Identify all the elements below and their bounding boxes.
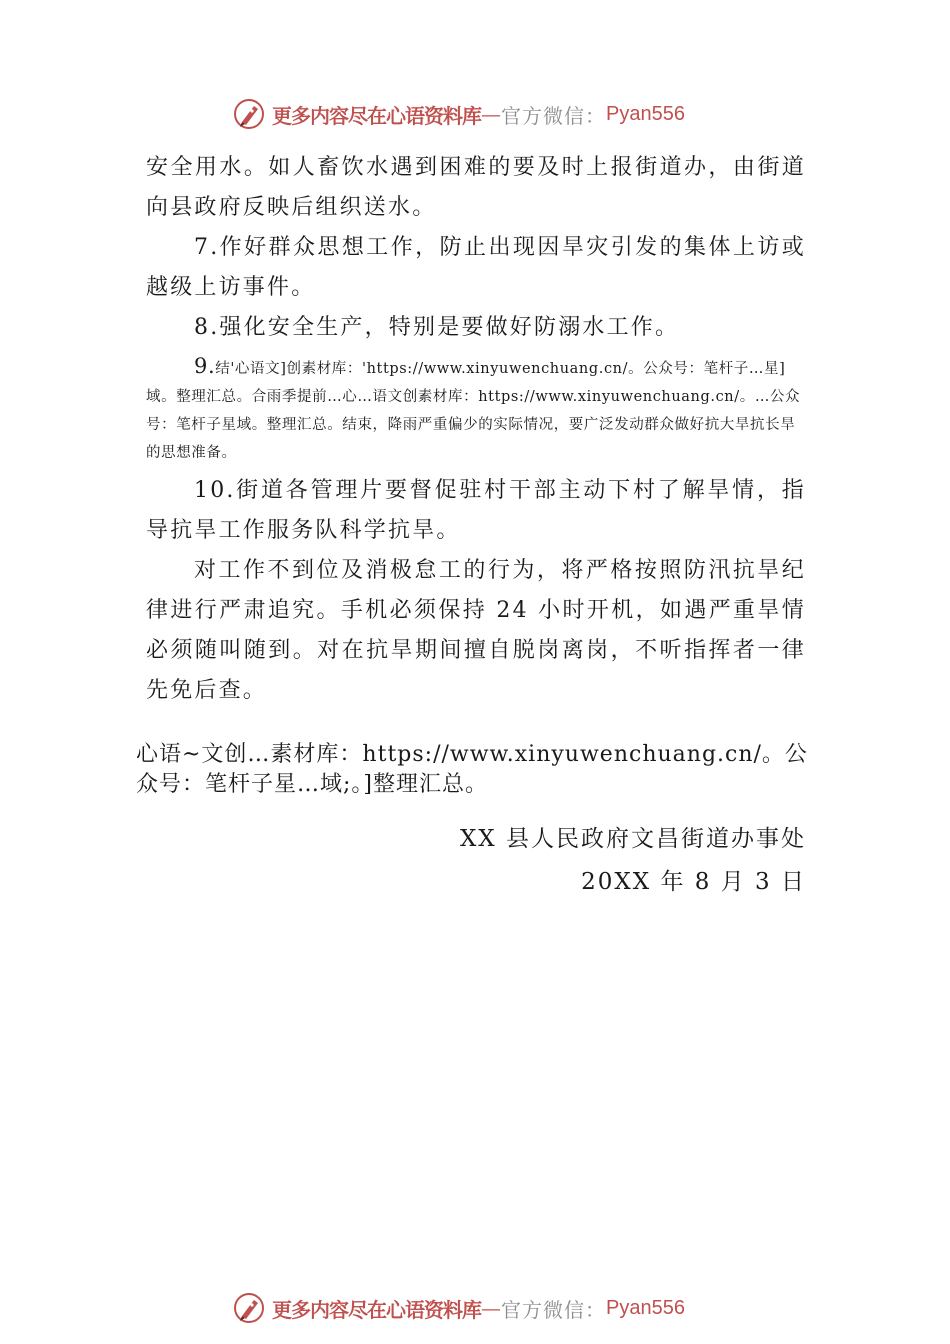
signature-date: 20XX 年 8 月 3 日 bbox=[581, 869, 806, 895]
header-banner bbox=[232, 96, 732, 132]
footer-banner bbox=[232, 1290, 732, 1326]
footer-dash: — bbox=[481, 1296, 501, 1320]
source-note: 心语~文创…素材库：https://www.xinyuwenchuang.cn/。公众号：笔杆子星…域;。]整理汇总。 bbox=[136, 742, 808, 797]
paragraph-item-9 bbox=[146, 352, 806, 467]
banner-dash: — bbox=[481, 102, 501, 126]
paragraph-water-supply: 安全用水。如人畜饮水遇到困难的要及时上报街道办，由街道向县政府反映后组织送水。 bbox=[146, 155, 806, 220]
document-body bbox=[146, 148, 806, 711]
banner-brand-text: 更多内容尽在心语资料库 bbox=[272, 103, 481, 128]
signature-organization: XX 县人民政府文昌街道办事处 bbox=[459, 826, 806, 852]
footer-brand-text: 更多内容尽在心语资料库 bbox=[272, 1297, 481, 1322]
banner-wechat-label: 官方微信： bbox=[501, 103, 606, 128]
footer-wechat-label: 官方微信： bbox=[501, 1297, 606, 1322]
paragraph-item-7: 7.作好群众思想工作，防止出现因旱灾引发的集体上访或越级上访事件。 bbox=[146, 235, 806, 300]
item-9-text: 结'心语文]创素材库：'https://www.xinyuwenchuang.cn/。公众号：笔杆子…星]域。整理汇总。合雨季提前…心…语文创素材库：https://www.xinyuwenchuang.cn/。…公众号：笔杆子星域。整理汇总。结束，降雨严重偏少的实际情况，要广泛发动群众做好抗大旱抗长旱的思想准备。 bbox=[146, 361, 801, 461]
paragraph-discipline: 对工作不到位及消极怠工的行为，将严格按照防汛抗旱纪律进行严肃追究。手机必须保持 24 小时开机，如遇严重旱情必须随叫随到。对在抗旱期间擅自脱岗离岗，不听指挥者一律先免后查。 bbox=[146, 558, 806, 703]
footer-wechat-id: Pyan556 bbox=[606, 1296, 685, 1319]
paragraph-item-8: 8.强化安全生产，特别是要做好防溺水工作。 bbox=[194, 315, 680, 340]
banner-wechat-id: Pyan556 bbox=[606, 102, 685, 125]
item-9-number: 9. bbox=[194, 354, 216, 378]
pen-logo-icon bbox=[232, 97, 266, 131]
paragraph-item-10: 10.街道各管理片要督促驻村干部主动下村了解旱情，指导抗旱工作服务队科学抗旱。 bbox=[146, 478, 806, 543]
pen-logo-icon bbox=[232, 1291, 266, 1325]
